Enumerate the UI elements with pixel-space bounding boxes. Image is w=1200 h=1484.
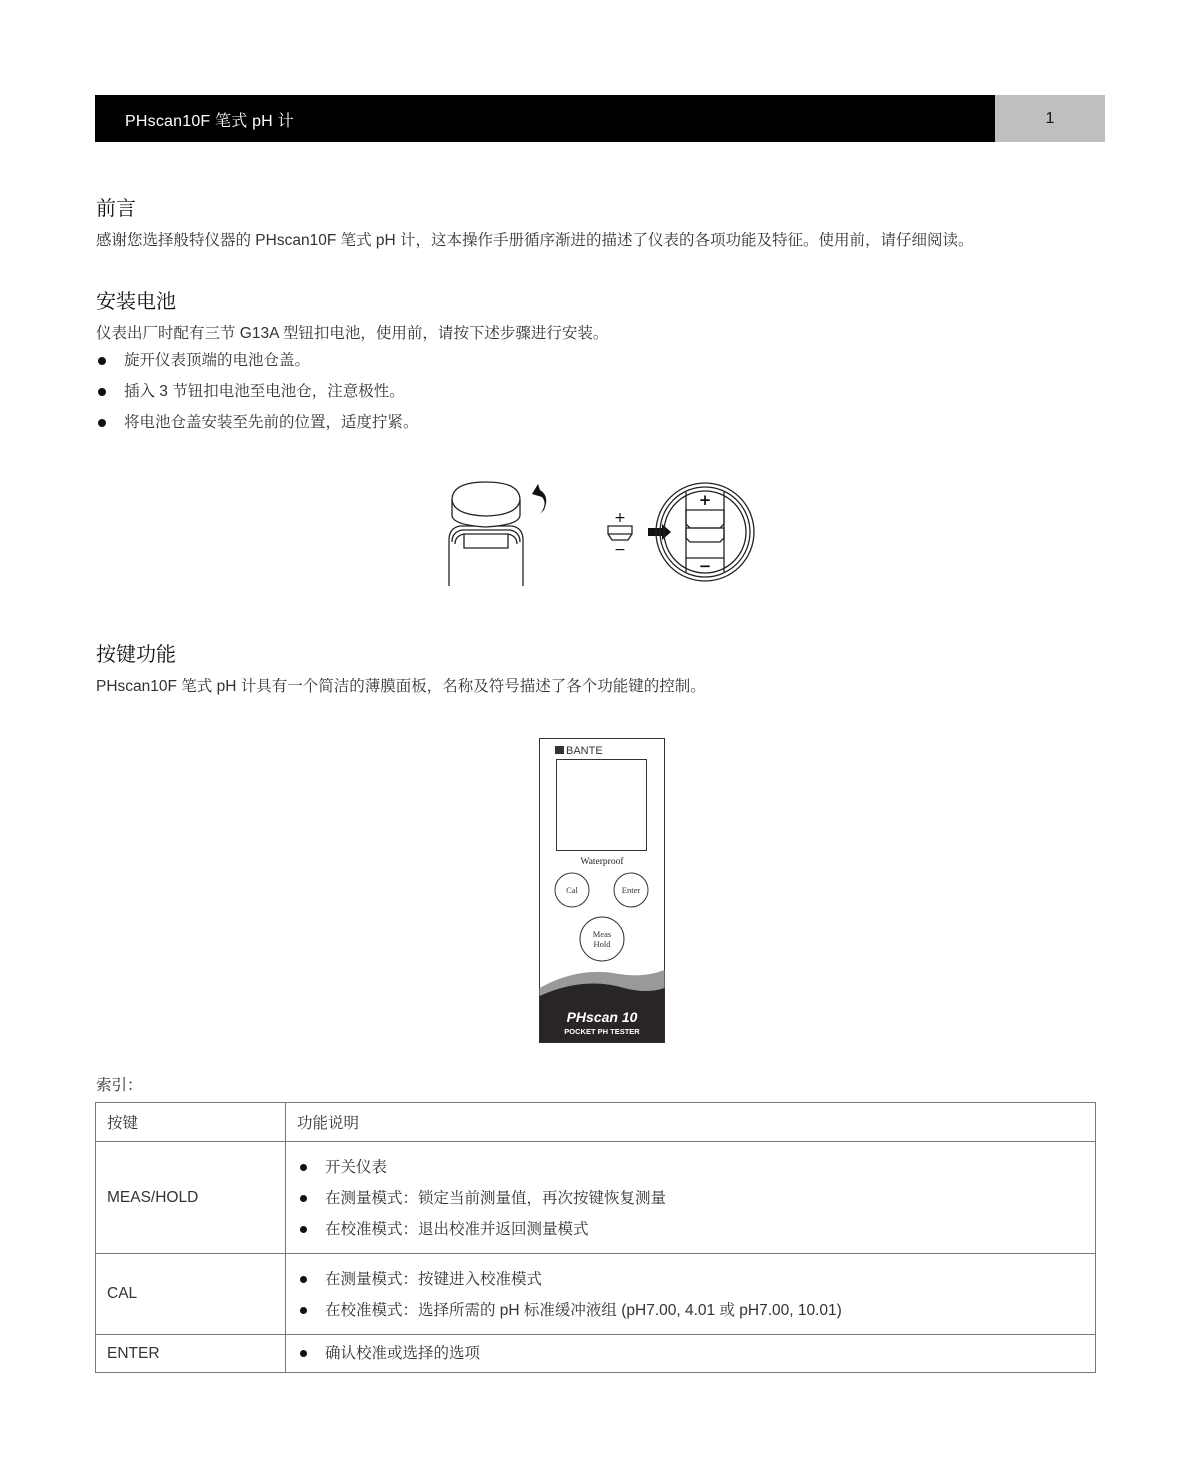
list-item: 插入 3 节钮扣电池至电池仓，注意极性。 (96, 376, 419, 407)
svg-text:+: + (614, 510, 626, 526)
svg-text:Waterproof: Waterproof (580, 857, 624, 867)
svg-text:−: − (698, 557, 712, 575)
svg-text:Enter: Enter (621, 885, 641, 895)
battery-install-figure (440, 470, 770, 590)
meas-hold-button[interactable] (580, 917, 624, 961)
document-title: PHscan10F 笔式 pH 计 (125, 113, 294, 130)
description-cell (286, 1142, 1096, 1254)
list-item: 确认校准或选择的选项 (297, 1338, 1084, 1369)
svg-text:Cal: Cal (566, 885, 578, 895)
device-front-panel (539, 738, 665, 1043)
svg-text:POCKET PH TESTER: POCKET PH TESTER (564, 1027, 640, 1036)
list-item: 在测量模式：按键进入校准模式 (297, 1264, 1084, 1295)
keys-intro: PHscan10F 笔式 pH 计具有一个简洁的薄膜面板，名称及符号描述了各个功能键的控制。 (96, 678, 706, 695)
enter-button[interactable] (614, 873, 648, 907)
page-number: 1 (995, 95, 1105, 142)
list-item: 在校准模式：选择所需的 pH 标准缓冲液组 (pH7.00, 4.01 或 pH7.00, 10.01) (297, 1295, 1084, 1326)
preface-text: 感谢您选择般特仪器的 PHscan10F 笔式 pH 计，这本操作手册循序渐进的描述了仪表的各项功能及特征。使用前，请仔细阅读。 (96, 232, 974, 249)
key-cell: CAL (96, 1254, 286, 1335)
svg-text:PHscan 10: PHscan 10 (566, 1009, 638, 1025)
lcd-display (557, 760, 647, 851)
keys-heading: 按键功能 (96, 644, 176, 666)
svg-text:−: − (614, 542, 626, 558)
column-header-key: 按键 (96, 1103, 286, 1142)
list-item: 将电池仓盖安装至先前的位置，适度拧紧。 (96, 407, 419, 438)
battery-illustration-icon (440, 470, 770, 590)
list-item: 旋开仪表顶端的电池仓盖。 (96, 345, 419, 376)
key-cell: ENTER (96, 1335, 286, 1373)
svg-text:Meas: Meas (592, 929, 612, 939)
table-row (96, 1142, 1096, 1254)
svg-text:+: + (698, 491, 712, 509)
list-item: 在测量模式：锁定当前测量值，再次按键恢复测量 (297, 1183, 1084, 1214)
battery-steps-list (96, 345, 419, 438)
page-header-bar (95, 95, 995, 142)
column-header-description: 功能说明 (286, 1103, 1096, 1142)
table-row (96, 1335, 1096, 1373)
svg-text:BANTE: BANTE (566, 745, 603, 757)
list-item: 开关仪表 (297, 1152, 1084, 1183)
list-item: 在校准模式：退出校准并返回测量模式 (297, 1214, 1084, 1245)
description-cell (286, 1254, 1096, 1335)
table-header-row (96, 1103, 1096, 1142)
table-row (96, 1254, 1096, 1335)
key-function-table (95, 1102, 1096, 1373)
cal-button[interactable] (555, 873, 589, 907)
key-cell: MEAS/HOLD (96, 1142, 286, 1254)
index-label: 索引： (96, 1077, 143, 1094)
battery-heading: 安装电池 (96, 291, 176, 313)
preface-heading: 前言 (96, 198, 136, 220)
battery-intro: 仪表出厂时配有三节 G13A 型钮扣电池，使用前，请按下述步骤进行安装。 (96, 325, 609, 342)
svg-text:Hold: Hold (593, 939, 611, 949)
description-cell (286, 1335, 1096, 1373)
